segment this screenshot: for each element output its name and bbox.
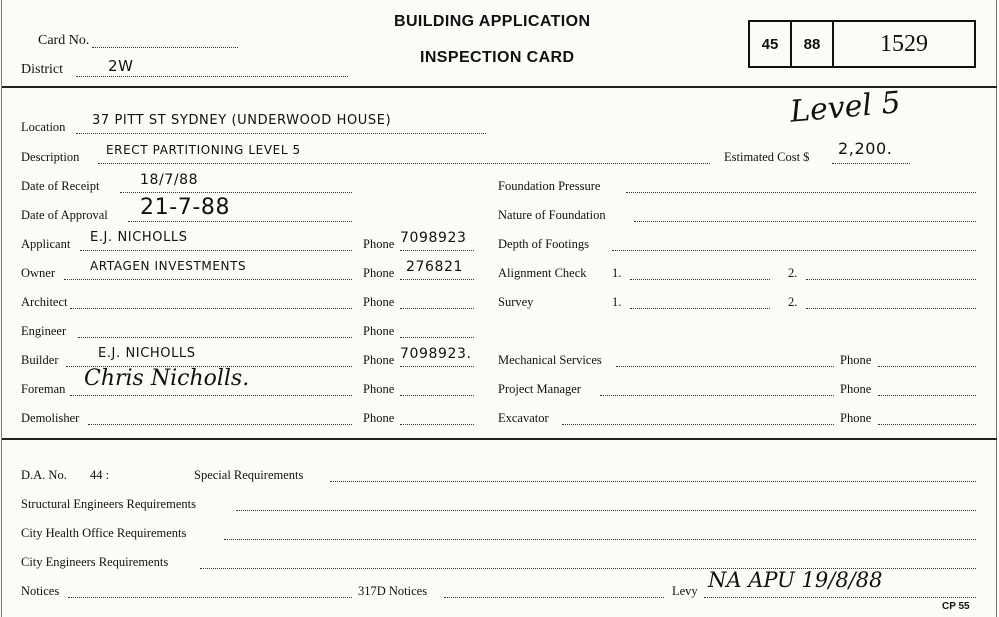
district-label: District xyxy=(21,62,63,77)
engineer-line xyxy=(78,337,352,338)
foreman-phone-label: Phone xyxy=(363,382,395,396)
description-value: ERECT PARTITIONING LEVEL 5 xyxy=(106,143,301,157)
depth-footings-label: Depth of Footings xyxy=(498,237,589,251)
da-no-value: 44 : xyxy=(90,468,110,482)
alignment-line2 xyxy=(806,279,976,280)
architect-label: Architect xyxy=(21,295,68,309)
excavator-phone-line xyxy=(878,424,976,425)
project-manager-label: Project Manager xyxy=(498,382,581,396)
header-divider xyxy=(2,86,997,88)
depth-footings-line xyxy=(612,250,976,251)
builder-phone-value: 7098923. xyxy=(400,346,472,362)
owner-phone-value: 276821 xyxy=(406,259,464,275)
builder-phone-label: Phone xyxy=(363,353,395,367)
level-note: Level 5 xyxy=(788,85,902,130)
builder-value: E.J. NICHOLLS xyxy=(98,346,196,361)
architect-phone-line xyxy=(400,308,474,309)
demolisher-label: Demolisher xyxy=(21,411,80,425)
mechanical-phone-line xyxy=(878,366,976,367)
card-no-line xyxy=(92,47,238,48)
district-value: 2W xyxy=(108,57,134,75)
foundation-pressure-line xyxy=(626,192,976,193)
location-value: 37 PITT ST SYDNEY (UNDERWOOD HOUSE) xyxy=(92,113,392,128)
card-number-part-a: 45 xyxy=(750,22,792,66)
estimated-cost-value: 2,200. xyxy=(838,139,893,158)
date-receipt-label: Date of Receipt xyxy=(21,179,100,193)
owner-label: Owner xyxy=(21,266,56,280)
location-label: Location xyxy=(21,120,66,134)
district-line xyxy=(76,76,348,77)
applicant-value: E.J. NICHOLLS xyxy=(90,230,188,245)
health-requirements-line xyxy=(224,539,976,540)
architect-phone-label: Phone xyxy=(363,295,395,309)
foreman-label: Foreman xyxy=(21,382,66,396)
excavator-label: Excavator xyxy=(498,411,549,425)
structural-requirements-line xyxy=(236,510,976,511)
applicant-line xyxy=(80,250,352,251)
nature-foundation-line xyxy=(634,221,976,222)
date-receipt-value: 18/7/88 xyxy=(140,172,199,188)
estimated-cost-line xyxy=(832,163,910,164)
alignment-num1: 1. xyxy=(612,266,622,280)
mechanical-line xyxy=(616,366,834,367)
notices-label: Notices xyxy=(21,584,60,598)
nature-foundation-label: Nature of Foundation xyxy=(498,208,606,222)
alignment-check-label: Alignment Check xyxy=(498,266,587,280)
mechanical-label: Mechanical Services xyxy=(498,353,602,367)
card-number-part-b: 88 xyxy=(792,22,834,66)
card-left-edge xyxy=(1,0,2,617)
survey-label: Survey xyxy=(498,295,534,309)
city-engineers-label: City Engineers Requirements xyxy=(21,555,169,569)
date-approval-label: Date of Approval xyxy=(21,208,108,222)
estimated-cost-label: Estimated Cost $ xyxy=(724,150,810,164)
engineer-label: Engineer xyxy=(21,324,67,338)
da-no-label: D.A. No. xyxy=(21,468,67,482)
date-approval-value: 21-7-88 xyxy=(140,195,231,220)
excavator-phone-label: Phone xyxy=(840,411,872,425)
location-line xyxy=(76,133,486,134)
card-number-part-c: 1529 xyxy=(880,30,928,57)
survey-line1 xyxy=(630,308,770,309)
engineer-phone-label: Phone xyxy=(363,324,395,338)
demolisher-phone-label: Phone xyxy=(363,411,395,425)
notices-317d-line xyxy=(444,597,664,598)
levy-value: NA APU 19/8/88 xyxy=(708,568,883,592)
alignment-line1 xyxy=(630,279,770,280)
mechanical-phone-label: Phone xyxy=(840,353,872,367)
title-line2: INSPECTION CARD xyxy=(420,49,575,66)
applicant-label: Applicant xyxy=(21,237,71,251)
requirements-divider xyxy=(2,438,997,440)
demolisher-phone-line xyxy=(400,424,474,425)
card-number-box xyxy=(748,20,976,68)
special-requirements-label: Special Requirements xyxy=(194,468,304,482)
levy-line xyxy=(704,597,976,598)
project-manager-phone-label: Phone xyxy=(840,382,872,396)
applicant-phone-line xyxy=(400,250,474,251)
project-manager-phone-line xyxy=(878,395,976,396)
engineer-phone-line xyxy=(400,337,474,338)
foreman-line xyxy=(70,395,352,396)
description-line xyxy=(98,163,710,164)
foundation-pressure-label: Foundation Pressure xyxy=(498,179,601,193)
applicant-phone-value: 7098923 xyxy=(400,230,467,246)
date-receipt-line xyxy=(120,192,352,193)
project-manager-line xyxy=(600,395,834,396)
owner-line xyxy=(64,279,352,280)
demolisher-line xyxy=(88,424,352,425)
applicant-phone-label: Phone xyxy=(363,237,395,251)
card-no-label: Card No. xyxy=(38,33,90,48)
survey-line2 xyxy=(806,308,976,309)
structural-requirements-label: Structural Engineers Requirements xyxy=(21,497,196,511)
owner-value: ARTAGEN INVESTMENTS xyxy=(90,259,247,273)
card-right-edge xyxy=(996,0,997,617)
special-requirements-line xyxy=(330,481,976,482)
title-line1: BUILDING APPLICATION xyxy=(394,13,591,30)
levy-label: Levy xyxy=(672,584,698,598)
builder-phone-line xyxy=(400,366,474,367)
foreman-value: Chris Nicholls. xyxy=(84,366,250,391)
form-code: CP 55 xyxy=(942,601,970,612)
owner-phone-label: Phone xyxy=(363,266,395,280)
date-approval-line xyxy=(128,221,352,222)
survey-num2: 2. xyxy=(788,295,798,309)
excavator-line xyxy=(562,424,834,425)
owner-phone-line xyxy=(400,279,474,280)
notices-317d-label: 317D Notices xyxy=(358,584,428,598)
foreman-phone-line xyxy=(400,395,474,396)
alignment-num2: 2. xyxy=(788,266,798,280)
description-label: Description xyxy=(21,150,80,164)
health-requirements-label: City Health Office Requirements xyxy=(21,526,187,540)
survey-num1: 1. xyxy=(612,295,622,309)
notices-line xyxy=(68,597,352,598)
architect-line xyxy=(70,308,352,309)
builder-label: Builder xyxy=(21,353,59,367)
